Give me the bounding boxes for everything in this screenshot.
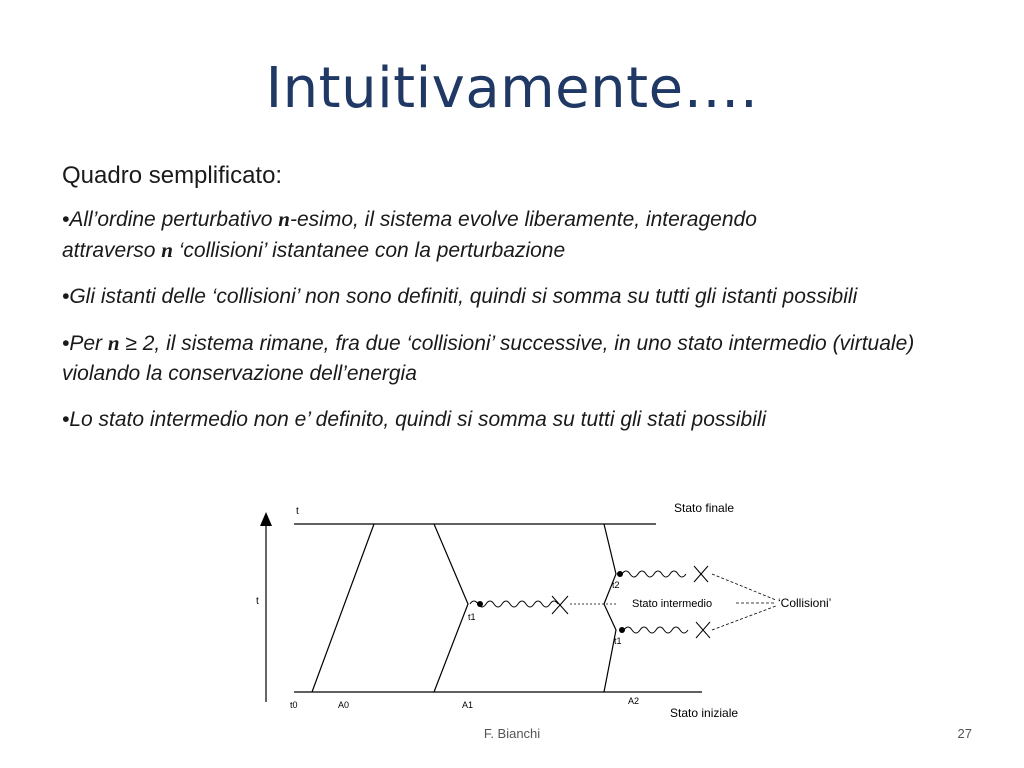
footer-page-number: 27 bbox=[957, 726, 972, 741]
photon-wave-3 bbox=[624, 627, 688, 633]
t1-mid-label: t1 bbox=[468, 612, 476, 622]
a1-label: A1 bbox=[462, 700, 474, 710]
third-order-line bbox=[604, 524, 616, 692]
bullet-1-text-d: ‘collisioni’ istantanee con la perturbazione bbox=[172, 239, 566, 262]
bullet-3 bbox=[62, 328, 962, 389]
stato-intermedio-label: Stato intermedio bbox=[632, 598, 713, 610]
photon-wave-1 bbox=[470, 601, 558, 607]
bullet-1-text-b: -esimo, il sistema evolve liberamente, interagendo bbox=[289, 208, 757, 231]
bullet-4: •Lo stato intermedio non e’ definito, quindi si somma su tutti gli stati possibili bbox=[62, 408, 767, 431]
slide-subtitle: Quadro semplificato: bbox=[62, 162, 283, 189]
time-axis-label: t bbox=[256, 596, 259, 607]
photon-wave-2 bbox=[622, 571, 686, 577]
a2-label: A2 bbox=[628, 696, 640, 706]
bullet-3-text-b: ≥ 2, il sistema rimane, fra due ‘collisioni’ successive, in uno stato intermedio (virtuale) violando la conservazione dell’energia bbox=[62, 332, 915, 385]
collisioni-pointer-top bbox=[712, 574, 776, 600]
collisioni-pointer-bottom bbox=[712, 606, 776, 630]
stato-iniziale-label: Stato iniziale bbox=[670, 706, 739, 720]
time-top-label: t bbox=[296, 506, 299, 517]
first-order-line bbox=[312, 524, 374, 692]
t1-right-label: t1 bbox=[614, 636, 622, 646]
bullet-1-var-2: n bbox=[161, 238, 173, 262]
bullet-1-text-a: •All’ordine perturbativo bbox=[62, 208, 279, 231]
time-axis-arrowhead bbox=[260, 512, 272, 526]
slide-content bbox=[62, 162, 962, 451]
collision-diagram bbox=[250, 492, 850, 722]
slide-title: Intuitivamente…. bbox=[265, 56, 759, 121]
bullet-1 bbox=[62, 204, 962, 266]
t0-label: t0 bbox=[290, 700, 298, 710]
bullet-1-text-c: attraverso bbox=[62, 239, 162, 262]
stato-finale-label: Stato finale bbox=[674, 501, 735, 515]
footer-author: F. Bianchi bbox=[483, 726, 541, 741]
bullet-3-text-a: •Per bbox=[62, 332, 108, 355]
bullet-2: •Gli istanti delle ‘collisioni’ non sono definiti, quindi si somma su tutti gli istanti possibili bbox=[62, 285, 858, 308]
bullet-1-var: n bbox=[278, 207, 290, 231]
bullet-3-var: n bbox=[107, 331, 120, 355]
second-order-line bbox=[434, 524, 468, 692]
collisioni-label: ‘Collisioni’ bbox=[778, 596, 832, 610]
a0-label: A0 bbox=[338, 700, 350, 710]
t2-right-label: t2 bbox=[612, 580, 620, 590]
